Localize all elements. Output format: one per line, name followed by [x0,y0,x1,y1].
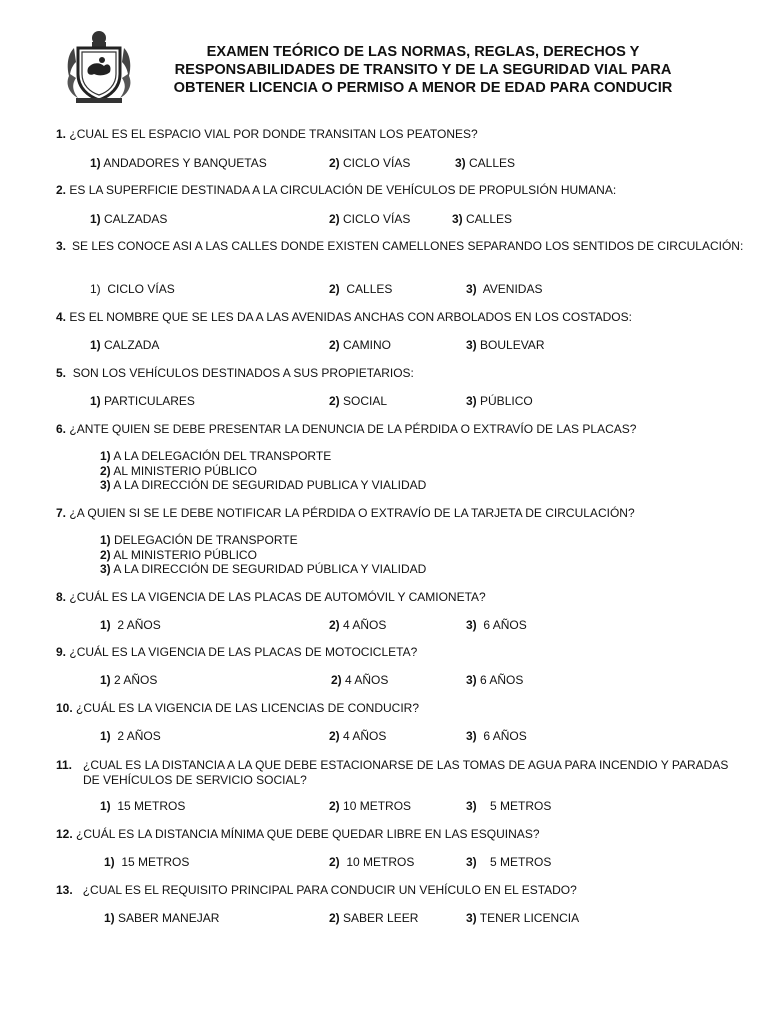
question-text: ¿CUÁL ES LA VIGENCIA DE LAS LICENCIAS DE CONDUCIR? [76,701,420,715]
option-3: 3) 5 METROS [466,799,552,813]
question-10 [56,701,746,716]
question-8 [56,590,746,605]
question-5 [56,366,746,381]
question-12 [56,827,746,842]
question-number: 9. [56,645,67,659]
option-2: 2) CICLO VÍAS [329,212,411,226]
option-1: 1) PARTICULARES [90,394,195,408]
option-2: 2) 10 METROS [329,799,412,813]
question-number: 13. [56,883,73,897]
question-number: 1. [56,127,67,141]
option-1: 1) 2 AÑOS [100,729,161,743]
coat-of-arms-icon [64,28,134,106]
option-2: 2) 4 AÑOS [329,729,387,743]
question-text: ¿CUÁL ES LA VIGENCIA DE LAS PLACAS DE AUTOMÓVIL Y CAMIONETA? [69,590,486,604]
question-text: ¿ANTE QUIEN SE DEBE PRESENTAR LA DENUNCIA DE LA PÉRDIDA O EXTRAVÍO DE LAS PLACAS? [69,422,637,436]
option-1: 1) CALZADA [90,338,160,352]
question-text: ¿A QUIEN SI SE LE DEBE NOTIFICAR LA PÉRDIDA O EXTRAVÍO DE LA TARJETA DE CIRCULACIÓN? [69,506,635,520]
question-text: ES EL NOMBRE QUE SE LES DA A LAS AVENIDAS ANCHAS CON ARBOLADOS EN LOS COSTADOS: [69,310,632,324]
option-2: 2) CAMINO [329,338,392,352]
question-1 [56,127,746,142]
question-9 [56,645,746,660]
option-1: 1) A LA DELEGACIÓN DEL TRANSPORTE [100,449,332,463]
option-3: 3) TENER LICENCIA [466,911,580,925]
document-header [0,0,768,120]
option-3: 3) A LA DIRECCIÓN DE SEGURIDAD PUBLICA Y VIALIDAD [100,478,427,492]
option-3: 3) CALLES [452,212,513,226]
option-2: 2) AL MINISTERIO PÚBLICO [100,547,257,562]
question-6 [56,422,746,437]
question-number: 10. [56,701,73,715]
question-text: ¿CUÁL ES LA DISTANCIA MÍNIMA QUE DEBE QUEDAR LIBRE EN LAS ESQUINAS? [76,827,540,841]
title-line: OBTENER LICENCIA O PERMISO A MENOR DE EDAD PARA CONDUCIR [173,80,673,96]
question-11 [56,758,746,788]
question-text: ES LA SUPERFICIE DESTINADA A LA CIRCULACIÓN DE VEHÍCULOS DE PROPULSIÓN HUMANA: [69,183,617,197]
option-list [100,449,426,493]
option-2: 2) AL MINISTERIO PÚBLICO [100,463,257,478]
option-1: 1) ANDADORES Y BANQUETAS [90,156,267,170]
question-text: SON LOS VEHÍCULOS DESTINADOS A SUS PROPIETARIOS: [72,366,414,380]
option-3: 3) AVENIDAS [466,282,543,296]
option-2: 2) CALLES [329,282,393,296]
option-2: 2) 10 METROS [329,855,415,869]
question-4 [56,310,746,325]
option-3: 3) BOULEVAR [466,338,545,352]
option-2: 2) SABER LEER [329,911,419,925]
option-1: 1) 2 AÑOS [100,673,158,687]
option-1: 1) CALZADAS [90,212,168,226]
option-1: 1) 15 METROS [104,855,190,869]
question-2 [56,183,746,198]
option-list [100,533,426,577]
option-3: 3) 6 AÑOS [466,729,527,743]
question-number: 6. [56,422,67,436]
question-number: 5. [56,366,67,380]
title-line: EXAMEN TEÓRICO DE LAS NORMAS, REGLAS, DERECHOS Y [206,44,640,60]
option-1: 1) 2 AÑOS [100,618,161,632]
question-13 [56,883,746,898]
question-3 [56,239,746,254]
question-number: 2. [56,183,67,197]
question-text: ¿CUÁL ES LA VIGENCIA DE LAS PLACAS DE MOTOCICLETA? [69,645,418,659]
title-line: RESPONSABILIDADES DE TRANSITO Y DE LA SEGURIDAD VIAL PARA [174,62,672,78]
question-number: 8. [56,590,67,604]
question-text: ¿CUAL ES EL REQUISITO PRINCIPAL PARA CONDUCIR UN VEHÍCULO EN EL ESTADO? [82,883,577,897]
question-number: 12. [56,827,73,841]
option-3: 3) A LA DIRECCIÓN DE SEGURIDAD PÚBLICA Y VIALIDAD [100,562,427,576]
option-3: 3) 6 AÑOS [466,673,524,687]
question-number: 11. [56,758,73,772]
question-text: ¿CUAL ES LA DISTANCIA A LA QUE DEBE ESTACIONARSE DE LAS TOMAS DE AGUA PARA INCENDIO Y PARADAS DE VEHÍCULOS DE SERVICIO SOCIAL? [83,758,729,787]
question-text: SE LES CONOCE ASI A LAS CALLES DONDE EXISTEN CAMELLONES SEPARANDO LOS SENTIDOS DE CIRCULACIÓN: [72,239,744,253]
option-1: 1) DELEGACIÓN DE TRANSPORTE [100,533,298,547]
option-3: 3) CALLES [455,156,516,170]
question-number: 7. [56,506,67,520]
question-7 [56,506,746,521]
option-2: 2) SOCIAL [329,394,388,408]
option-2: 2) 4 AÑOS [329,618,387,632]
question-number: 3. [56,239,67,253]
option-1: 1) SABER MANEJAR [104,911,220,925]
document-title [140,43,706,97]
question-text: ¿CUAL ES EL ESPACIO VIAL POR DONDE TRANSITAN LOS PEATONES? [69,127,478,141]
option-1: 1) 15 METROS [100,799,186,813]
option-3: 3) PÚBLICO [466,394,533,408]
question-number: 4. [56,310,67,324]
option-2: 2) 4 AÑOS [331,673,389,687]
option-2: 2) CICLO VÍAS [329,156,411,170]
option-3: 3) 5 METROS [466,855,552,869]
option-3: 3) 6 AÑOS [466,618,527,632]
option-1: 1) CICLO VÍAS [90,282,175,296]
